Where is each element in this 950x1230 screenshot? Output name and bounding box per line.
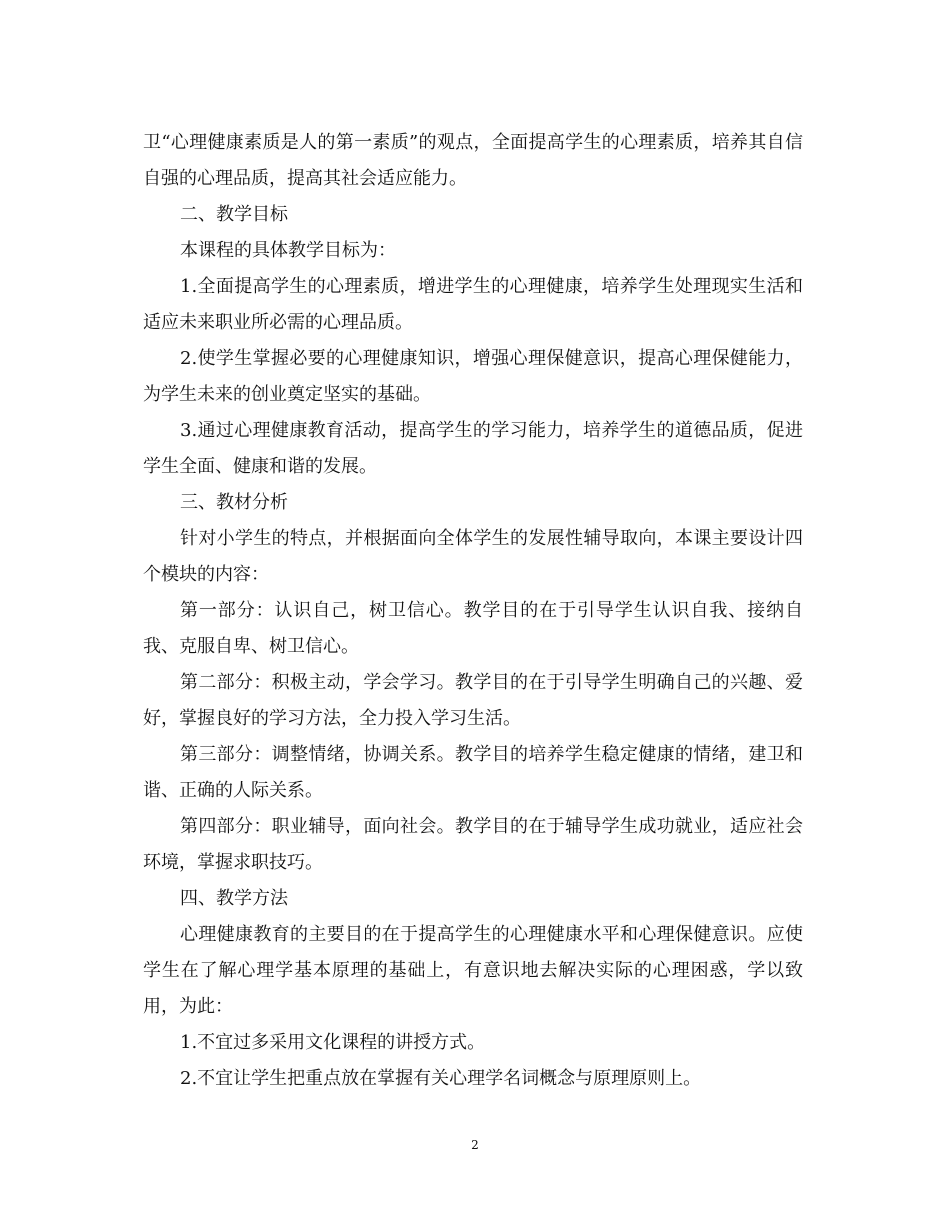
paragraph-method-1: 1.不宜过多采用文化课程的讲授方式。 [180,1032,486,1053]
paragraph-module-1: 第一部分：认识自己，树卫信心。教学目的在于引导学生认识自我、接纳自我、克服自卑、树卫信心。 [143,600,803,657]
heading-material-analysis: 三、教材分析 [180,492,288,513]
paragraph-module-2: 第二部分：积极主动，学会学习。教学目的在于引导学生明确自己的兴趣、爱好，掌握良好的学习方法，全力投入学习生活。 [143,672,803,729]
paragraph-module-3: 第三部分：调整情绪，协调关系。教学目的培养学生稳定健康的情绪，建卫和谐、正确的人际关系。 [143,744,803,801]
paragraph-intro-continuation: 卫“心理健康素质是人的第一素质”的观点，全面提高学生的心理素质，培养其自信自强的心理品质，提高其社会适应能力。 [143,132,803,189]
paragraph-goal-1: 1.全面提高学生的心理素质，增进学生的心理健康，培养学生处理现实生活和适应未来职业所必需的心理品质。 [143,276,803,333]
paragraph-material-intro: 针对小学生的特点，并根据面向全体学生的发展性辅导取向，本课主要设计四个模块的内容： [143,528,803,585]
heading-teaching-goals: 二、教学目标 [180,204,288,225]
heading-teaching-methods: 四、教学方法 [180,888,288,909]
paragraph-goal-3: 3.通过心理健康教育活动，提高学生的学习能力，培养学生的道德品质，促进学生全面、健康和谐的发展。 [143,420,803,477]
paragraph-method-2: 2.不宜让学生把重点放在掌握有关心理学名词概念与原理原则上。 [180,1068,702,1089]
paragraph-goal-2: 2.使学生掌握必要的心理健康知识，增强心理保健意识，提高心理保健能力，为学生未来的创业奠定坚实的基础。 [143,348,803,405]
paragraph-module-4: 第四部分：职业辅导，面向社会。教学目的在于辅导学生成功就业，适应社会环境，掌握求职技巧。 [143,816,803,873]
paragraph-methods-intro: 心理健康教育的主要目的在于提高学生的心理健康水平和心理保健意识。应使学生在了解心理学基本原理的基础上，有意识地去解决实际的心理困惑，学以致用，为此： [143,924,803,1017]
document-body [143,125,803,1097]
paragraph-goals-intro: 本课程的具体教学目标为： [180,240,396,261]
page-number: 2 [471,1138,479,1152]
